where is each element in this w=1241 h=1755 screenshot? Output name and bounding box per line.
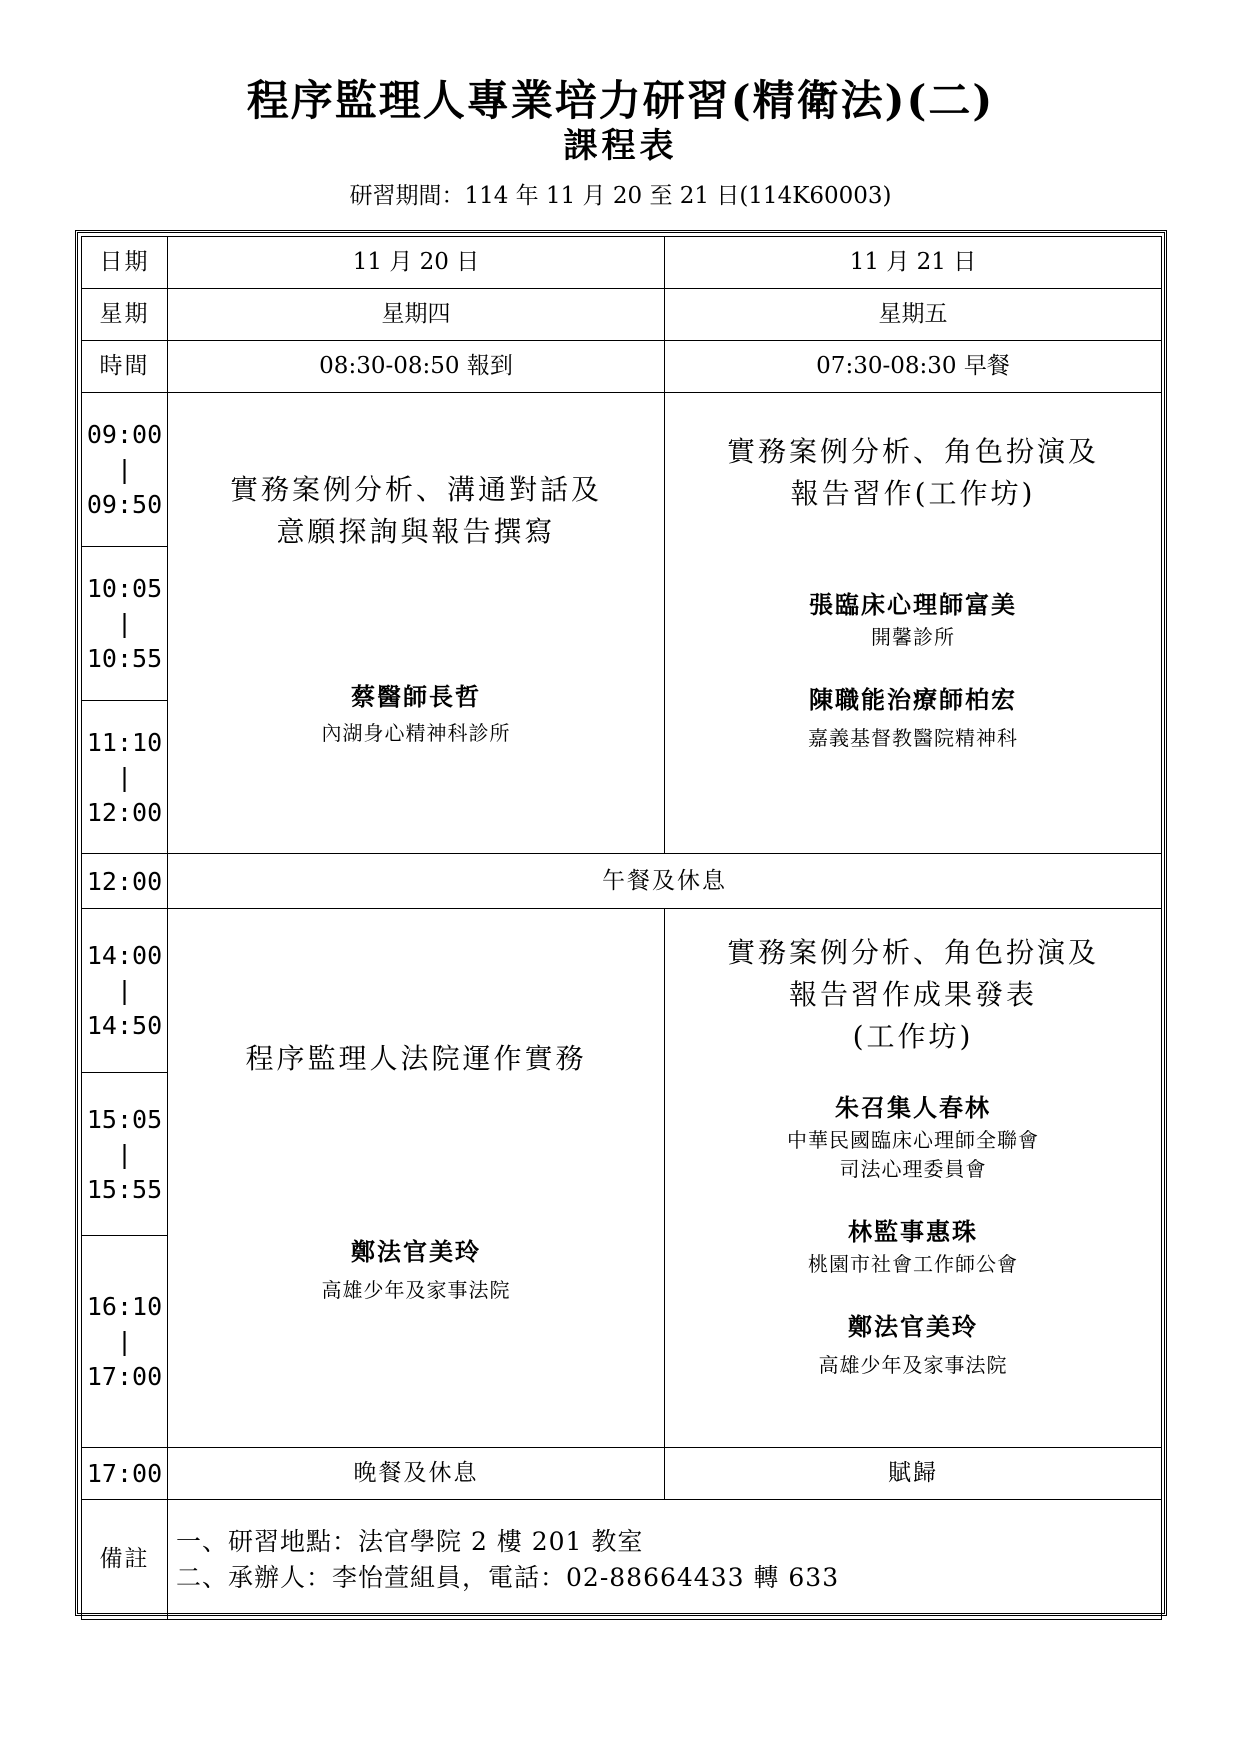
slot-end: 15:55 (86, 1174, 163, 1204)
session-topic: 報告習作成果發表 (788, 978, 1037, 1011)
time-slot-6 (82, 1236, 168, 1448)
speaker-org: 內湖身心精神科診所 (321, 721, 511, 745)
speaker-name: 林監事惠珠 (848, 1217, 978, 1246)
day1-dinner: 晚餐及休息 (168, 1448, 665, 1500)
slot-separator: | (116, 455, 133, 484)
day1-weekday: 星期四 (168, 289, 665, 341)
lunch-time: 12:00 (82, 854, 168, 909)
slot-separator: | (116, 1139, 133, 1169)
day2-afternoon-session (665, 909, 1162, 1448)
lunch-row (82, 854, 1162, 909)
evening-row (82, 1448, 1162, 1500)
document-title: 程序監理人專業培力研習(精衛法)(二) (246, 76, 995, 125)
session-topic: (工作坊) (852, 1020, 974, 1053)
notes-label: 備註 (82, 1500, 168, 1620)
schedule-table (81, 236, 1162, 1620)
note-venue: 一、研習地點：法官學院 2 樓 201 教室 (176, 1526, 644, 1556)
slot-separator: | (116, 976, 133, 1005)
slot-end: 12:00 (86, 797, 163, 827)
date-label: 日期 (82, 237, 168, 289)
session-topic: 程序監理人法院運作實務 (245, 1042, 587, 1075)
speaker-org: 桃園市社會工作師公會 (808, 1252, 1018, 1276)
time-slot-3 (82, 701, 168, 854)
session-topic: 報告習作(工作坊) (790, 477, 1036, 510)
date-row (82, 237, 1162, 289)
speaker-org: 中華民國臨床心理師全聯會 (787, 1128, 1039, 1152)
slot-end: 14:50 (86, 1011, 163, 1040)
speaker-name: 陳職能治療師柏宏 (809, 685, 1017, 714)
slot-end: 10:55 (86, 644, 163, 673)
day2-morning-session (665, 393, 1162, 854)
lunch-break: 午餐及休息 (168, 854, 1162, 909)
day2-departure: 賦歸 (665, 1448, 1162, 1500)
notes-row (82, 1500, 1162, 1620)
speaker-name: 朱召集人春林 (835, 1093, 991, 1122)
schedule-frame (75, 230, 1167, 1616)
day2-date: 11 月 21 日 (665, 237, 1162, 289)
day1-date: 11 月 20 日 (168, 237, 665, 289)
speaker-name: 鄭法官美玲 (351, 1237, 481, 1266)
slot-start: 09:00 (86, 420, 163, 449)
day1-afternoon-session (168, 909, 665, 1448)
day2-arrival: 07:30-08:30 早餐 (665, 341, 1162, 393)
document-subtitle: 課程表 (563, 126, 678, 166)
time-header-row (82, 341, 1162, 393)
training-period: 研習期間：114 年 11 月 20 至 21 日(114K60003) (349, 183, 892, 209)
speaker-org: 開馨診所 (871, 625, 955, 649)
speaker-org: 高雄少年及家事法院 (321, 1278, 511, 1302)
speaker-name: 鄭法官美玲 (848, 1312, 978, 1341)
slot-separator: | (116, 1327, 133, 1356)
session-topic: 實務案例分析、角色扮演及 (726, 936, 1099, 969)
slot-end: 17:00 (86, 1362, 163, 1391)
session-topic: 實務案例分析、角色扮演及 (726, 435, 1099, 468)
weekday-label: 星期 (82, 289, 168, 341)
slot-separator: | (116, 609, 133, 638)
speaker-name: 蔡醫師長哲 (351, 682, 481, 711)
slot-separator: | (116, 762, 133, 792)
time-slot-2 (82, 547, 168, 701)
slot-row (82, 393, 1162, 547)
slot-start: 16:10 (86, 1292, 163, 1321)
day1-arrival: 08:30-08:50 報到 (168, 341, 665, 393)
day2-weekday: 星期五 (665, 289, 1162, 341)
speaker-name: 張臨床心理師富美 (809, 590, 1017, 619)
slot-row (82, 909, 1162, 1073)
session-topic: 意願探詢與報告撰寫 (276, 515, 556, 548)
time-label: 時間 (82, 341, 168, 393)
evening-time: 17:00 (82, 1448, 168, 1500)
slot-start: 14:00 (86, 941, 163, 970)
speaker-org: 高雄少年及家事法院 (818, 1353, 1008, 1377)
slot-start: 11:10 (86, 727, 163, 757)
speaker-org: 司法心理委員會 (839, 1157, 987, 1181)
slot-start: 15:05 (86, 1104, 163, 1134)
time-slot-1 (82, 393, 168, 547)
notes-content (168, 1500, 1162, 1620)
note-contact: 二、承辦人：李怡萱組員，電話：02-88664433 轉 633 (176, 1562, 840, 1592)
session-topic: 實務案例分析、溝通對話及 (229, 473, 602, 506)
weekday-row (82, 289, 1162, 341)
time-slot-5 (82, 1073, 168, 1236)
slot-start: 10:05 (86, 574, 163, 603)
time-slot-4 (82, 909, 168, 1073)
day1-morning-session (168, 393, 665, 854)
speaker-org: 嘉義基督教醫院精神科 (808, 726, 1018, 750)
slot-end: 09:50 (86, 490, 163, 519)
